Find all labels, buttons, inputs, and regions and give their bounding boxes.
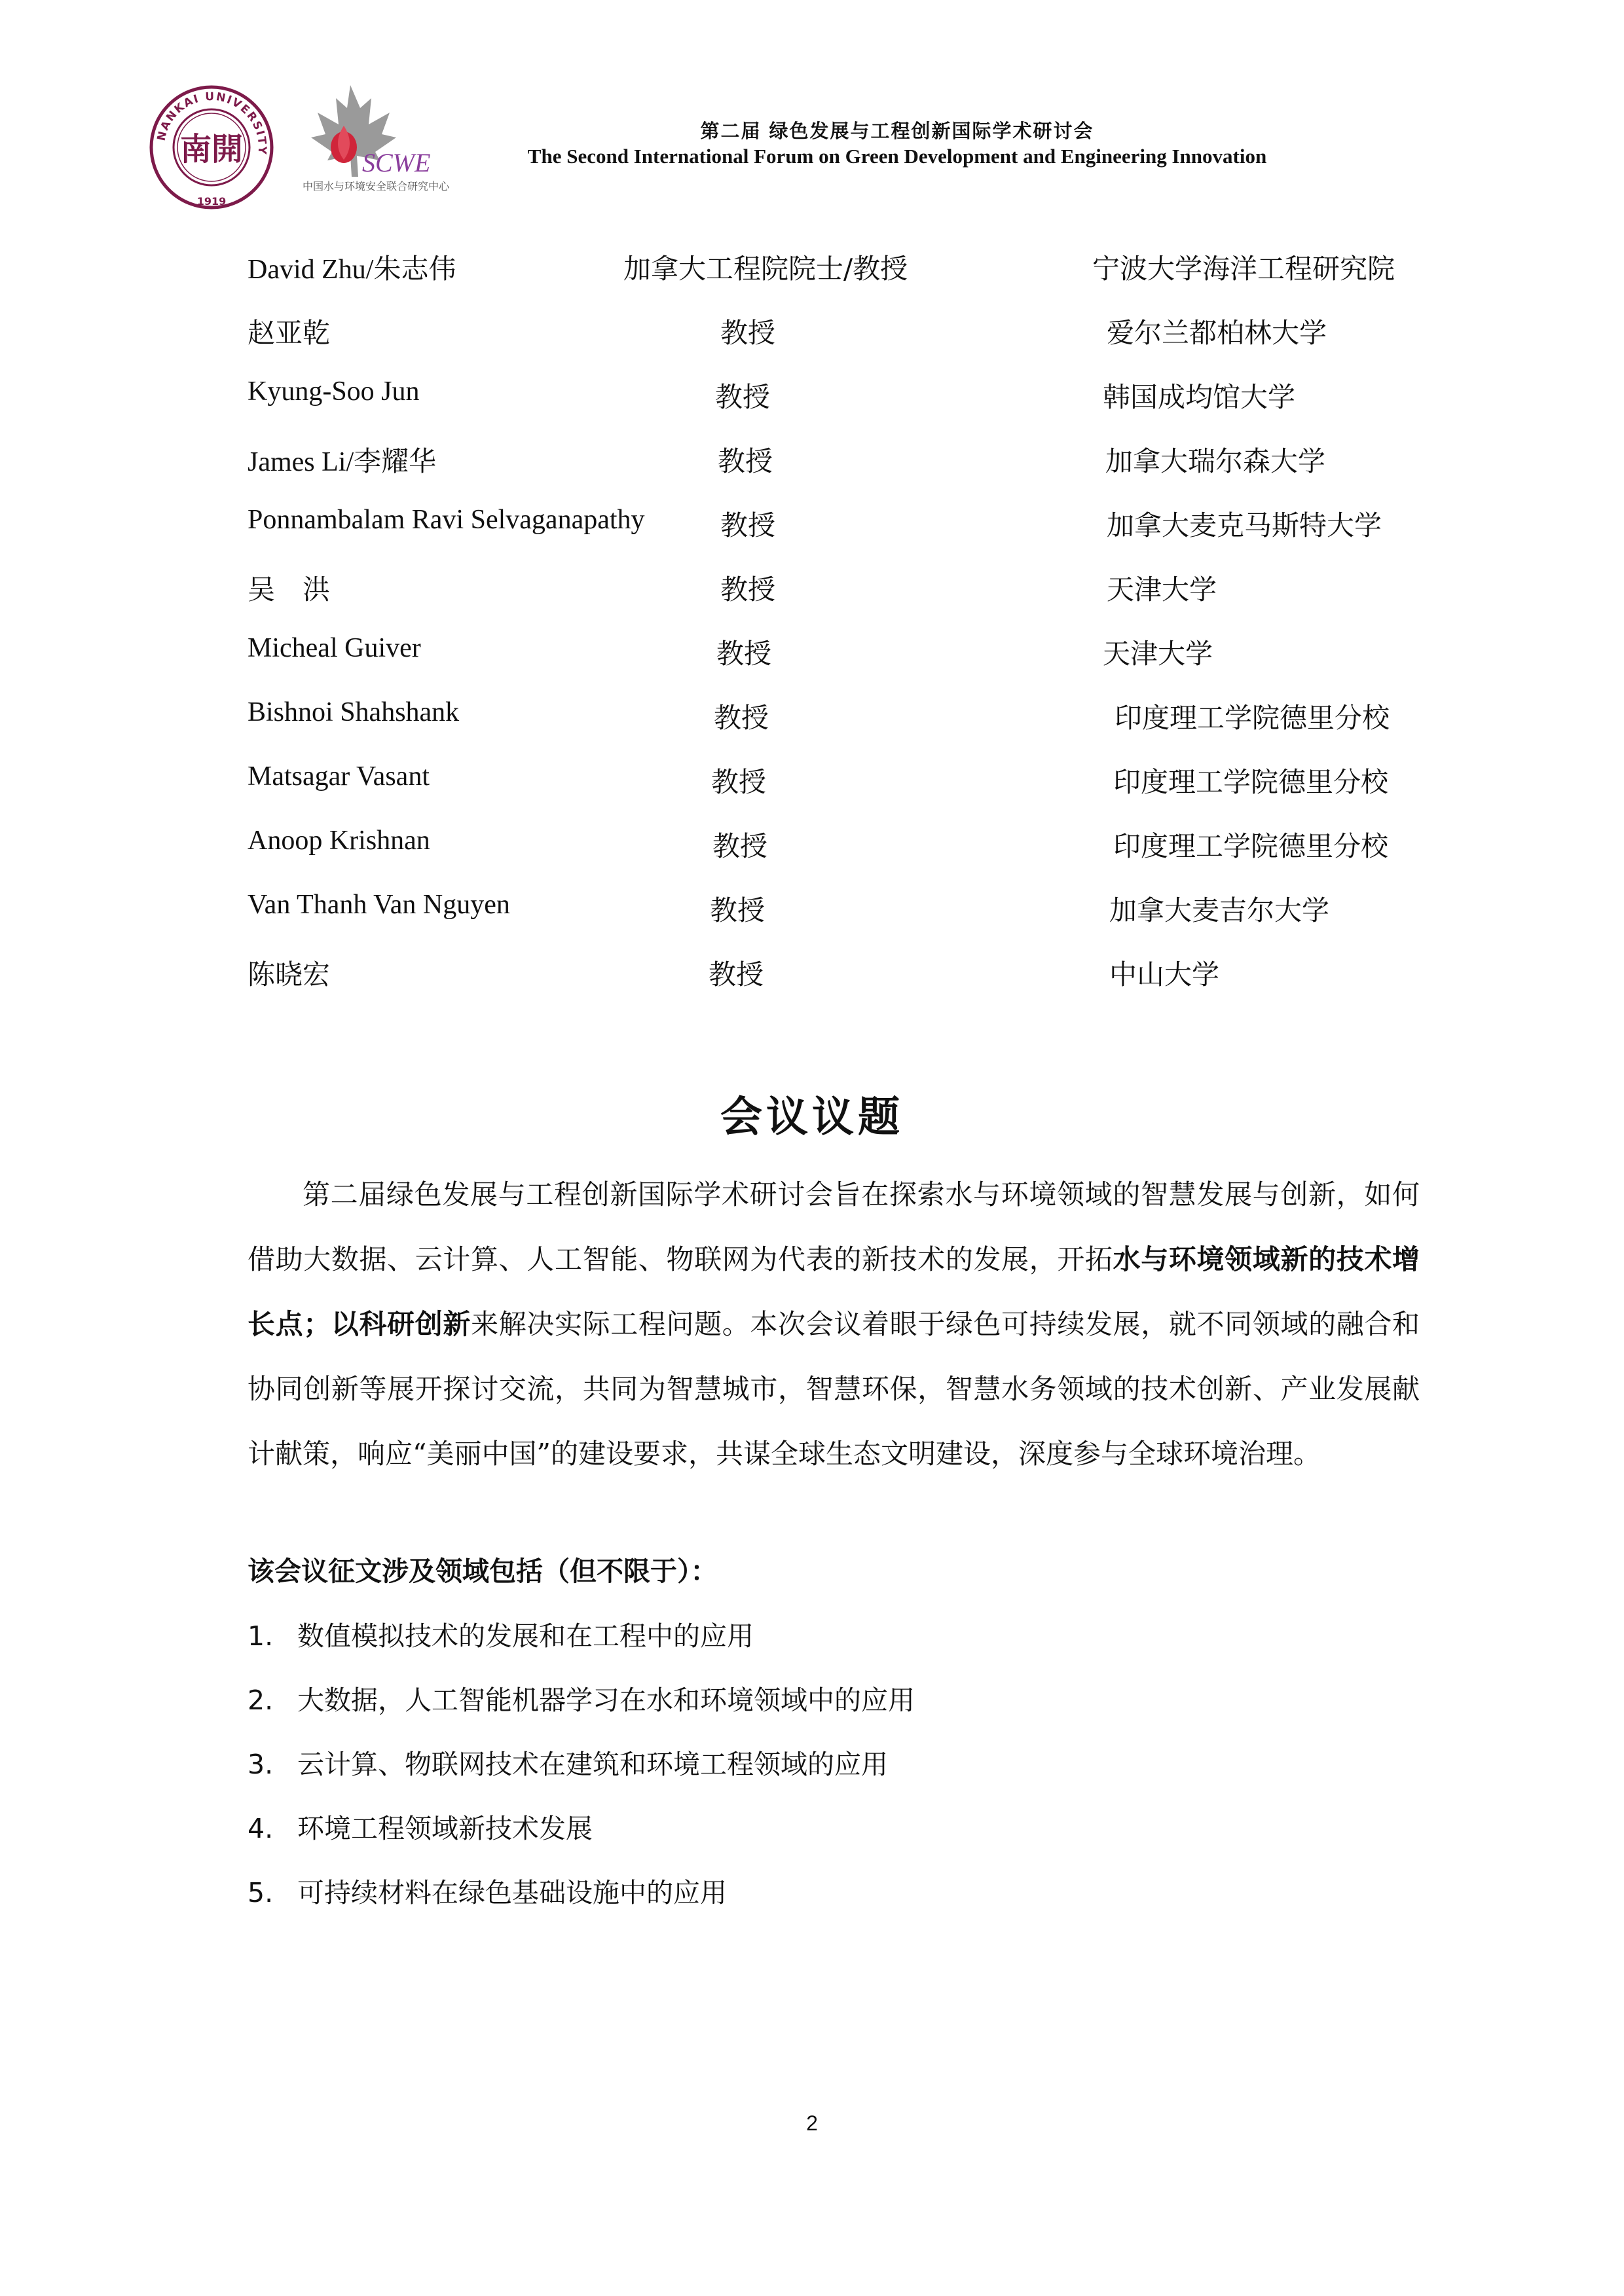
expert-name: Bishnoi Shahshank [248, 697, 460, 727]
list-item [248, 1614, 754, 1653]
expert-title: 教授 [720, 574, 776, 606]
expert-name: Matsagar Vasant [248, 761, 430, 792]
expert-row [0, 247, 1624, 287]
intro-paragraph [248, 1162, 1420, 1486]
scwe-caption: 中国水与环境安全联合研究中心 [303, 180, 450, 192]
nankai-university-logo [149, 85, 274, 210]
expert-title: 教授 [718, 445, 773, 477]
list-item-number: 3. [248, 1749, 274, 1780]
expert-name: Micheal Guiver [248, 633, 421, 663]
expert-row [0, 376, 1624, 415]
intro-text-part2: 来解决实际工程问题。本次会议着眼于绿色可持续发展，就不同领域的融合和协同创新等展开探讨交流，共同为智慧城市，智慧环保，智慧水务领域的技术创新、产业发展献计献策，响应“美丽中国”的建设要求，共谋全球生态文明建设，深度参与全球环境治理。 [248, 1308, 1420, 1470]
expert-title: 加拿大工程院院士/教授 [623, 253, 908, 285]
list-item [248, 1743, 888, 1781]
list-item-text: 可持续材料在绿色基础设施中的应用 [297, 1877, 727, 1908]
expert-institution: 印度理工学院德里分校 [1115, 702, 1390, 734]
expert-row [0, 504, 1624, 543]
expert-institution: 天津大学 [1107, 574, 1217, 606]
expert-name: Van Thanh Van Nguyen [248, 890, 510, 920]
list-item-number: 2. [248, 1685, 274, 1716]
list-item [248, 1679, 915, 1717]
expert-title: 教授 [711, 766, 767, 798]
expert-institution: 印度理工学院德里分校 [1113, 766, 1389, 798]
list-item-number: 4. [248, 1813, 274, 1844]
expert-name: 陈晓宏 [248, 960, 331, 991]
expert-institution: 印度理工学院德里分校 [1113, 830, 1389, 862]
intro-text-part1: 第二届绿色发展与工程创新国际学术研讨会旨在探索水与环境领域的智慧发展与创新，如何借助大数据、云计算、人工智能、物联网为代表的新技术的发展，开拓 [248, 1178, 1420, 1275]
nankai-ring-text: NANKAI UNIVERSITY [155, 90, 269, 156]
expert-row [0, 697, 1624, 736]
expert-institution: 加拿大麦吉尔大学 [1109, 894, 1330, 926]
list-item-number: 1. [248, 1620, 274, 1652]
topics-heading: 该会议征文涉及领域包括（但不限于）： [248, 1556, 718, 1587]
expert-row [0, 312, 1624, 351]
page-header [0, 0, 1624, 216]
expert-name: 赵亚乾 [248, 319, 331, 349]
header-title-english: The Second International Forum on Green Development and Engineering Innovation [527, 145, 1267, 168]
expert-name: Ponnambalam Ravi Selvaganapathy [248, 505, 645, 535]
list-item-text: 环境工程领域新技术发展 [297, 1813, 593, 1844]
expert-name: Kyung-Soo Jun [248, 376, 420, 407]
expert-institution: 天津大学 [1103, 638, 1213, 670]
section-title: 会议议题 [720, 1093, 904, 1142]
page-number: 2 [806, 2111, 818, 2135]
nankai-year: 1919 [196, 195, 227, 208]
expert-title: 教授 [712, 830, 768, 862]
expert-row [0, 953, 1624, 993]
list-item-text: 大数据，人工智能机器学习在水和环境领域中的应用 [297, 1685, 915, 1716]
expert-institution: 加拿大瑞尔森大学 [1105, 445, 1326, 477]
header-title-chinese: 第二届 绿色发展与工程创新国际学术研讨会 [700, 120, 1094, 142]
expert-title: 教授 [716, 638, 772, 670]
expert-row [0, 632, 1624, 672]
intro-bold-text: 水与环境领域新的技术增长点；以科研创新 [248, 1243, 1420, 1340]
list-item-number: 5. [248, 1877, 274, 1908]
expert-title: 教授 [720, 509, 776, 541]
expert-row [0, 568, 1624, 608]
expert-institution: 韩国成均馆大学 [1103, 381, 1296, 413]
list-item-text: 云计算、物联网技术在建筑和环境工程领域的应用 [297, 1749, 888, 1780]
expert-title: 教授 [710, 894, 766, 926]
expert-row [0, 825, 1624, 864]
expert-name: 吴 洪 [248, 575, 331, 606]
list-item-text: 数值模拟技术的发展和在工程中的应用 [297, 1620, 754, 1652]
expert-row [0, 440, 1624, 479]
expert-title: 教授 [709, 958, 764, 991]
expert-name: Anoop Krishnan [248, 826, 430, 856]
expert-title: 教授 [715, 381, 771, 413]
expert-row [0, 889, 1624, 928]
expert-institution: 宁波大学海洋工程研究院 [1092, 253, 1395, 285]
expert-row [0, 761, 1624, 800]
list-item [248, 1807, 593, 1846]
list-item [248, 1871, 727, 1910]
expert-institution: 爱尔兰都柏林大学 [1107, 317, 1327, 349]
expert-title: 教授 [720, 317, 776, 349]
scwe-logo-text: SCWE [362, 148, 431, 177]
expert-name: James Li/李耀华 [248, 447, 437, 477]
expert-title: 教授 [714, 702, 769, 734]
nankai-center-text: 南開 [179, 131, 244, 168]
expert-name: David Zhu/朱志伟 [248, 255, 456, 285]
expert-institution: 中山大学 [1109, 958, 1220, 991]
expert-institution: 加拿大麦克马斯特大学 [1107, 509, 1382, 541]
